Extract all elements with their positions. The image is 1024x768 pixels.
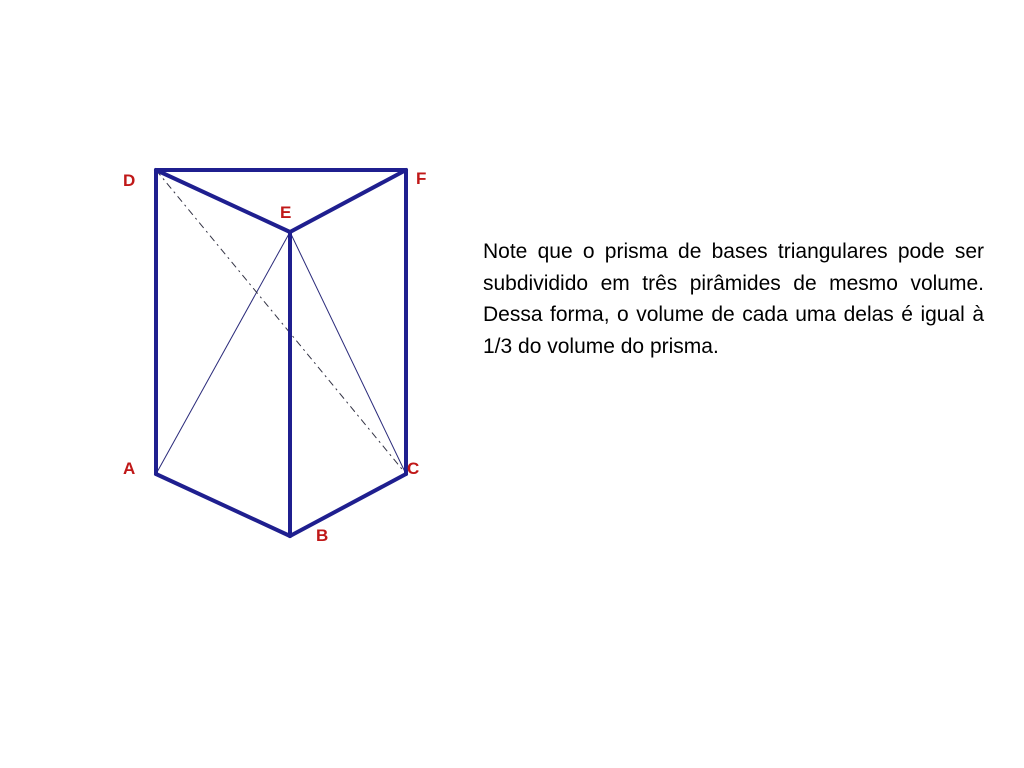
description-text: Note que o prisma de bases triangulares pode ser subdividido em três pirâmides de mesmo volume. Dessa forma, o volume de cada uma delas é igual à 1/3 do volume do prisma.: [483, 240, 984, 358]
diagonal-a-e: [156, 232, 290, 474]
vertex-label-d: D: [123, 171, 136, 190]
vertex-label-c: C: [407, 459, 420, 478]
edge-a-b: [156, 474, 290, 536]
vertex-label-b: B: [316, 526, 329, 545]
edge-e-f: [290, 170, 406, 232]
edge-b-c: [290, 474, 406, 536]
vertex-label-e: E: [280, 203, 292, 222]
vertex-label-a: A: [123, 459, 136, 478]
prism-diagram: [100, 150, 460, 560]
vertex-label-f: F: [416, 169, 427, 188]
edge-d-e: [156, 170, 290, 232]
diagonal-e-c: [290, 232, 406, 474]
